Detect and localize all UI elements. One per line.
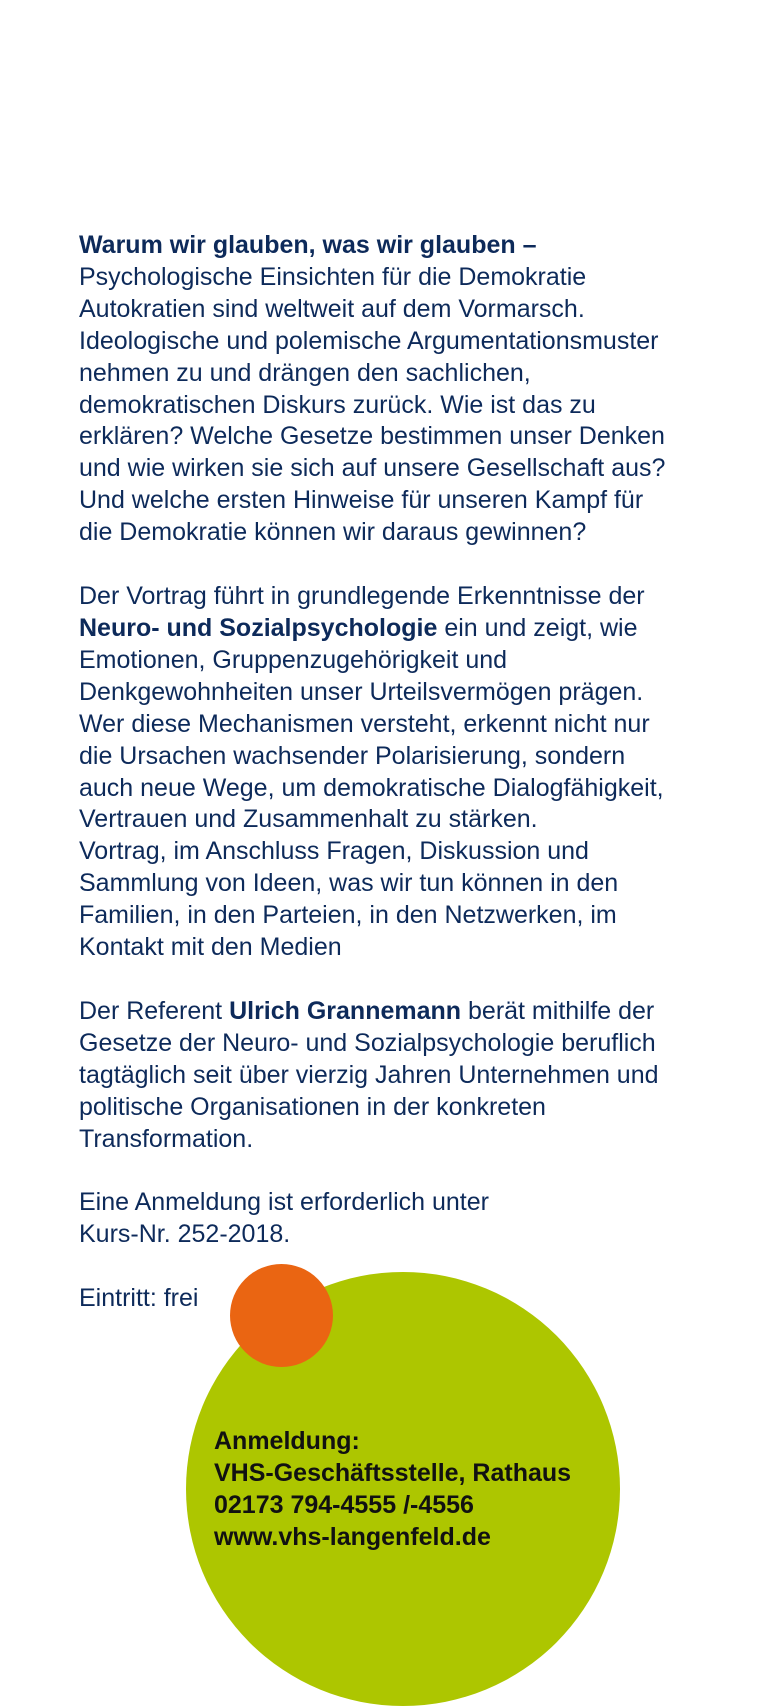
lecture-line: Familien, in den Parteien, in den Netzwerken, im xyxy=(79,901,617,930)
admission-paragraph xyxy=(79,1283,759,1315)
intro-line: Autokratien sind weltweit auf dem Vormarsch. xyxy=(79,294,585,323)
lecture-line xyxy=(79,613,759,645)
registration-block xyxy=(214,1425,571,1553)
lecture-line: Der Vortrag führt in grundlegende Erkenntnisse der xyxy=(79,582,645,611)
intro-line: die Demokratie können wir daraus gewinnen? xyxy=(79,518,587,547)
lecture-line-rest: ein und zeigt, wie xyxy=(437,613,638,642)
registration-website: www.vhs-langenfeld.de xyxy=(214,1523,491,1551)
speaker-line: Transformation. xyxy=(79,1124,254,1153)
intro-paragraph xyxy=(79,230,759,549)
lecture-line: Sammlung von Ideen, was wir tun können in den xyxy=(79,869,619,898)
registration-heading: Anmeldung: xyxy=(214,1427,360,1455)
flyer-text xyxy=(79,230,759,1347)
admission-text: Eintritt: frei xyxy=(79,1284,199,1313)
intro-line: Ideologische und polemische Argumentationsmuster xyxy=(79,326,659,355)
intro-line: nehmen zu und drängen den sachlichen, xyxy=(79,358,531,387)
lecture-line: Vortrag, im Anschluss Fragen, Diskussion und xyxy=(79,837,589,866)
speaker-line: tagtäglich seit über vierzig Jahren Unternehmen und xyxy=(79,1060,659,1089)
lecture-line: auch neue Wege, um demokratische Dialogfähigkeit, xyxy=(79,773,664,802)
registration-office: VHS-Geschäftsstelle, Rathaus xyxy=(214,1459,572,1487)
course-number: Kurs-Nr. 252-2018. xyxy=(79,1220,291,1249)
speaker-line xyxy=(79,996,759,1028)
signup-line: Eine Anmeldung ist erforderlich unter xyxy=(79,1188,489,1217)
intro-line: erklären? Welche Gesetze bestimmen unser Denken xyxy=(79,422,665,451)
intro-line: und wie wirken sie sich auf unsere Gesellschaft aus? xyxy=(79,454,666,483)
lecture-line: Vertrauen und Zusammenhalt zu stärken. xyxy=(79,805,538,834)
signup-paragraph xyxy=(79,1187,759,1251)
lecture-paragraph xyxy=(79,581,759,964)
lecture-highlight: Neuro- und Sozialpsychologie xyxy=(79,613,438,642)
lecture-title: Warum wir glauben, was wir glauben – xyxy=(79,231,537,259)
intro-line: Und welche ersten Hinweise für unseren Kampf für xyxy=(79,486,644,515)
lecture-line: die Ursachen wachsender Polarisierung, sondern xyxy=(79,741,626,770)
lecture-line: Wer diese Mechanismen versteht, erkennt nicht nur xyxy=(79,709,650,738)
lecture-line: Denkgewohnheiten unser Urteilsvermögen prägen. xyxy=(79,677,644,706)
speaker-line: politische Organisationen in der konkreten xyxy=(79,1092,546,1121)
intro-line: demokratischen Diskurs zurück. Wie ist das zu xyxy=(79,390,596,419)
speaker-name: Ulrich Grannemann xyxy=(229,996,462,1025)
speaker-paragraph xyxy=(79,996,759,1156)
registration-phone: 02173 794-4555 /-4556 xyxy=(214,1491,474,1519)
lecture-line: Emotionen, Gruppenzugehörigkeit und xyxy=(79,645,508,674)
lecture-subtitle: Psychologische Einsichten für die Demokratie xyxy=(79,262,587,291)
speaker-prefix: Der Referent xyxy=(79,996,230,1025)
lecture-line: Kontakt mit den Medien xyxy=(79,933,342,962)
speaker-line: Gesetze der Neuro- und Sozialpsychologie beruflich xyxy=(79,1028,656,1057)
speaker-suffix: berät mithilfe der xyxy=(461,996,655,1025)
